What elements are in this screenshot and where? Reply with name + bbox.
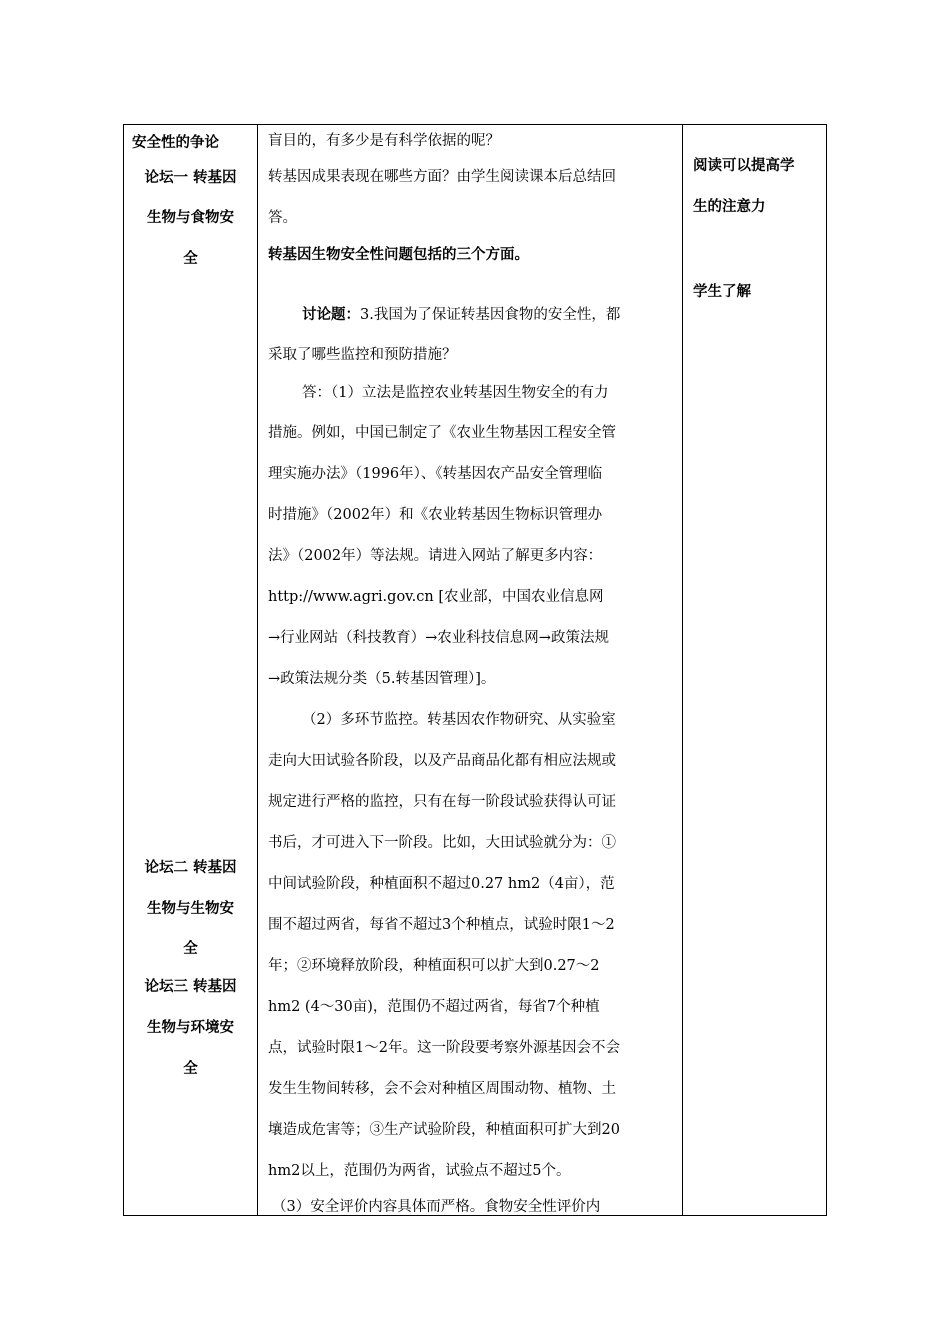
content-heading: 转基因生物安全性问题包括的三个方面。: [268, 247, 529, 263]
content-line: 措施。例如，中国已制定了《农业生物基因工程安全管: [268, 425, 616, 441]
content-line: 盲目的，有多少是有科学依据的呢？: [268, 133, 500, 149]
content-line: →政策法规分类（5.转基因管理）]。: [268, 671, 496, 687]
content-line: 中间试验阶段，种植面积不超过0.27 hm2（4亩），范: [268, 876, 615, 892]
topic-label: 论坛一 转基因: [144, 170, 237, 186]
lesson-table: [123, 124, 827, 1216]
content-line: 法》（2002年）等法规。请进入网站了解更多内容：: [268, 548, 603, 564]
topic-label: 全: [183, 1061, 198, 1077]
column-divider: [257, 125, 258, 1215]
content-line: →行业网站（科技教育）→农业科技信息网→政策法规: [268, 630, 609, 646]
content-line: 规定进行严格的监控，只有在每一阶段试验获得认可证: [268, 794, 616, 810]
topic-label: 论坛二 转基因: [144, 860, 237, 876]
note-line: 学生了解: [693, 284, 751, 300]
note-line: 阅读可以提高学: [693, 158, 795, 174]
topic-label: 全: [183, 251, 198, 267]
content-line: （2）多环节监控。转基因农作物研究、从实验室: [302, 712, 616, 728]
content-line: 转基因成果表现在哪些方面？由学生阅读课本后总结回: [268, 169, 616, 185]
content-line: 书后，才可进入下一阶段。比如，大田试验就分为：①: [268, 835, 616, 851]
content-line: 围不超过两省，每省不超过3个种植点，试验时限1～2: [268, 917, 615, 933]
content-line: 时措施》（2002年）和《农业转基因生物标识管理办: [268, 507, 603, 523]
content-line: 采取了哪些监控和预防措施？: [268, 347, 457, 363]
content-line: 壤造成危害等；③生产试验阶段，种植面积可扩大到20: [268, 1122, 620, 1138]
topic-label: 安全性的争论: [132, 135, 219, 151]
content-line: 走向大田试验各阶段，以及产品商品化都有相应法规或: [268, 753, 616, 769]
note-line: 生的注意力: [693, 199, 766, 215]
topic-label: 全: [183, 941, 198, 957]
content-line: 答：（1）立法是监控农业转基因生物安全的有力: [302, 385, 609, 401]
content-line: 发生生物间转移，会不会对种植区周围动物、植物、土: [268, 1081, 616, 1097]
content-line: 理实施办法》（1996年）、《转基因农产品安全管理临: [268, 466, 603, 482]
topic-label: 生物与生物安: [147, 901, 234, 917]
topic-label: 生物与环境安: [147, 1020, 234, 1036]
content-line: 年；②环境释放阶段，种植面积可以扩大到0.27～2: [268, 958, 600, 974]
discussion-label: 讨论题：: [302, 307, 360, 323]
discussion-question: [302, 303, 712, 324]
content-line: http://www.agri.gov.cn [农业部，中国农业信息网: [268, 589, 604, 605]
content-line: hm2以上，范围仍为两省，试验点不超过5个。: [268, 1163, 571, 1179]
content-line: 答。: [268, 210, 297, 226]
topic-label: 论坛三 转基因: [144, 979, 237, 995]
content-line: （3）安全评价内容具体而严格。食物安全性评价内: [272, 1199, 601, 1215]
topic-label: 生物与食物安: [147, 210, 234, 226]
content-line: hm2 (4～30亩)，范围仍不超过两省，每省7个种植: [268, 999, 600, 1015]
column-divider: [682, 125, 683, 1215]
content-line: 点，试验时限1～2年。这一阶段要考察外源基因会不会: [268, 1040, 620, 1056]
discussion-text: 3.我国为了保证转基因食物的安全性，都: [360, 307, 621, 323]
